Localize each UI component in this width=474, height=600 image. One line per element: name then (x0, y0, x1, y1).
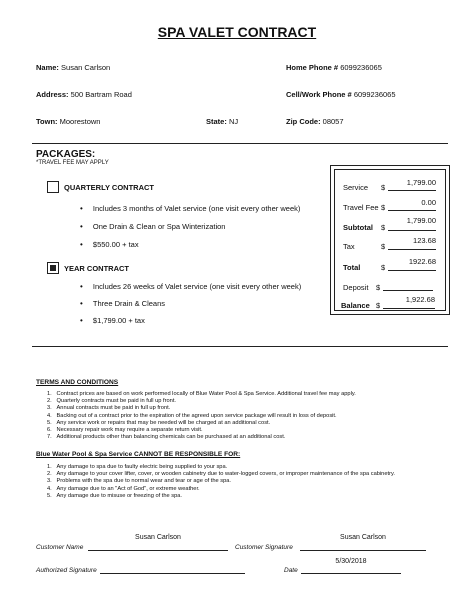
cell-phone-label: Cell/Work Phone # (286, 90, 352, 99)
service-line (388, 190, 436, 191)
year-item: • $1,799.00 + tax (80, 316, 145, 325)
liability-item: 1. Any damage to spa due to faulty electric being supplied to your spa. (47, 464, 228, 470)
zip-value: 08057 (322, 117, 344, 126)
customer-signature-line[interactable] (300, 550, 426, 551)
quarterly-item: • One Drain & Clean or Spa Winterization (80, 222, 226, 231)
page-title: SPA VALET CONTRACT (157, 24, 317, 40)
authorized-signature-label: Authorized Signature (36, 567, 97, 574)
address-row (36, 90, 132, 99)
name-label: Name: (36, 63, 59, 72)
tax-label: Tax (343, 242, 355, 251)
travel-fee-line (388, 210, 436, 211)
date-value: 5/30/2018 (335, 558, 367, 565)
divider-middle (32, 346, 448, 347)
travel-fee-value: 0.00 (421, 198, 436, 207)
tax-value: 123.68 (413, 236, 436, 245)
cell-phone-row (286, 90, 396, 99)
town-row (36, 117, 100, 126)
total-label: Total (343, 263, 361, 272)
state-label: State: (206, 117, 227, 126)
state-row (206, 117, 238, 126)
quarterly-checkbox[interactable] (47, 181, 59, 193)
state-value: NJ (228, 117, 239, 126)
home-phone-label: Home Phone # (286, 63, 339, 72)
divider-top (32, 143, 448, 144)
travel-fee-label: Travel Fee (343, 203, 379, 212)
zip-row (286, 117, 344, 126)
subtotal-line (388, 230, 436, 231)
bullet-icon: • (80, 240, 83, 249)
bullet-icon: • (80, 282, 83, 291)
packages-heading: PACKAGES: (36, 149, 96, 160)
travel-fee-note: *TRAVEL FEE MAY APPLY (36, 160, 109, 166)
authorized-signature-line[interactable] (100, 573, 245, 574)
subtotal-label: Subtotal (343, 223, 373, 232)
name-value: Susan Carlson (61, 63, 111, 72)
town-label: Town: (36, 117, 58, 126)
cell-phone-value: 6099236065 (353, 90, 396, 99)
year-item: • Three Drain & Cleans (80, 299, 166, 308)
bullet-icon: • (80, 222, 83, 231)
total-value: 1922.68 (408, 257, 436, 266)
year-checkbox[interactable] (47, 262, 59, 274)
deposit-label: Deposit (343, 283, 369, 292)
liability-item: 3. Problems with the spa due to normal wear and tear or age of the spa. (47, 478, 232, 485)
currency-sign: $ (381, 223, 386, 232)
address-label: Address: (36, 90, 69, 99)
liability-heading: Blue Water Pool & Spa Service CANNOT BE RESPONSIBLE FOR: (36, 451, 241, 458)
currency-sign: $ (381, 263, 386, 272)
customer-name-label: Customer Name (36, 544, 84, 551)
tax-line (388, 249, 436, 250)
home-phone-row (286, 63, 382, 72)
terms-item: 3. Annual contracts must be paid in full up front. (47, 405, 171, 412)
currency-sign: $ (376, 301, 381, 310)
service-label: Service (343, 183, 369, 192)
total-line (388, 270, 436, 271)
liability-list (47, 464, 452, 500)
balance-label: Balance (341, 301, 370, 310)
customer-name-line[interactable] (88, 550, 228, 551)
terms-heading: TERMS AND CONDITIONS (36, 379, 119, 386)
balance-line (383, 308, 435, 309)
currency-sign: $ (376, 283, 381, 292)
quarterly-item: • Includes 3 months of Valet service (one visit every other week) (80, 204, 301, 213)
date-line[interactable] (301, 573, 401, 574)
date-label: Date (284, 567, 298, 574)
customer-name-row (36, 63, 110, 72)
bullet-icon: • (80, 204, 83, 213)
quarterly-item: • $550.00 + tax (80, 240, 139, 249)
customer-signature-label: Customer Signature (235, 544, 293, 551)
town-value: Moorestown (59, 117, 101, 126)
terms-item: 7. Additional products other than balancing chemicals can be purchased at an additional cost. (47, 434, 286, 441)
deposit-line (383, 290, 433, 291)
liability-item: 2. Any damage to your cover lifter, cover, or wooden cabinetry due to water-logged covers, or improper maintenance of the spa cabinetry. (47, 471, 395, 478)
address-value: 500 Bartram Road (70, 90, 132, 99)
terms-item: 1. Contract prices are based on work performed locally of Blue Water Pool & Spa Service. Additional travel fee may apply. (47, 391, 356, 397)
terms-item: 6. Necessary repair work may require a separate return visit. (47, 427, 203, 434)
home-phone-value: 6099236065 (340, 63, 382, 72)
bullet-icon: • (80, 299, 83, 308)
quarterly-contract-label: QUARTERLY CONTRACT (64, 183, 155, 192)
year-contract-label: YEAR CONTRACT (64, 264, 129, 273)
terms-item: 5. Any service work or repairs that may be needed will be charged at an additional cost. (47, 419, 271, 426)
bullet-icon: • (80, 316, 83, 325)
liability-item: 5. Any damage due to misuse or freezing of the spa. (47, 492, 182, 499)
currency-sign: $ (381, 183, 386, 192)
balance-value: 1,922.68 (405, 295, 435, 304)
currency-sign: $ (381, 203, 386, 212)
service-value: 1,799.00 (406, 178, 436, 187)
terms-item: 2. Quarterly contracts must be paid in full up front. (47, 398, 176, 405)
customer-name-value: Susan Carlson (135, 534, 181, 541)
subtotal-value: 1,799.00 (406, 216, 436, 225)
customer-signature-value: Susan Carlson (340, 534, 386, 541)
terms-list (47, 391, 452, 441)
terms-item: 4. Backing out of a contract prior to the expiration of the agreed upon service package will result in loss of deposit. (47, 412, 337, 419)
currency-sign: $ (381, 242, 386, 251)
liability-item: 4. Any damage due to an "Act of God", or extreme weather. (47, 485, 200, 492)
zip-label: Zip Code: (286, 117, 321, 126)
year-item: • Includes 26 weeks of Valet service (one visit every other week) (80, 282, 302, 291)
